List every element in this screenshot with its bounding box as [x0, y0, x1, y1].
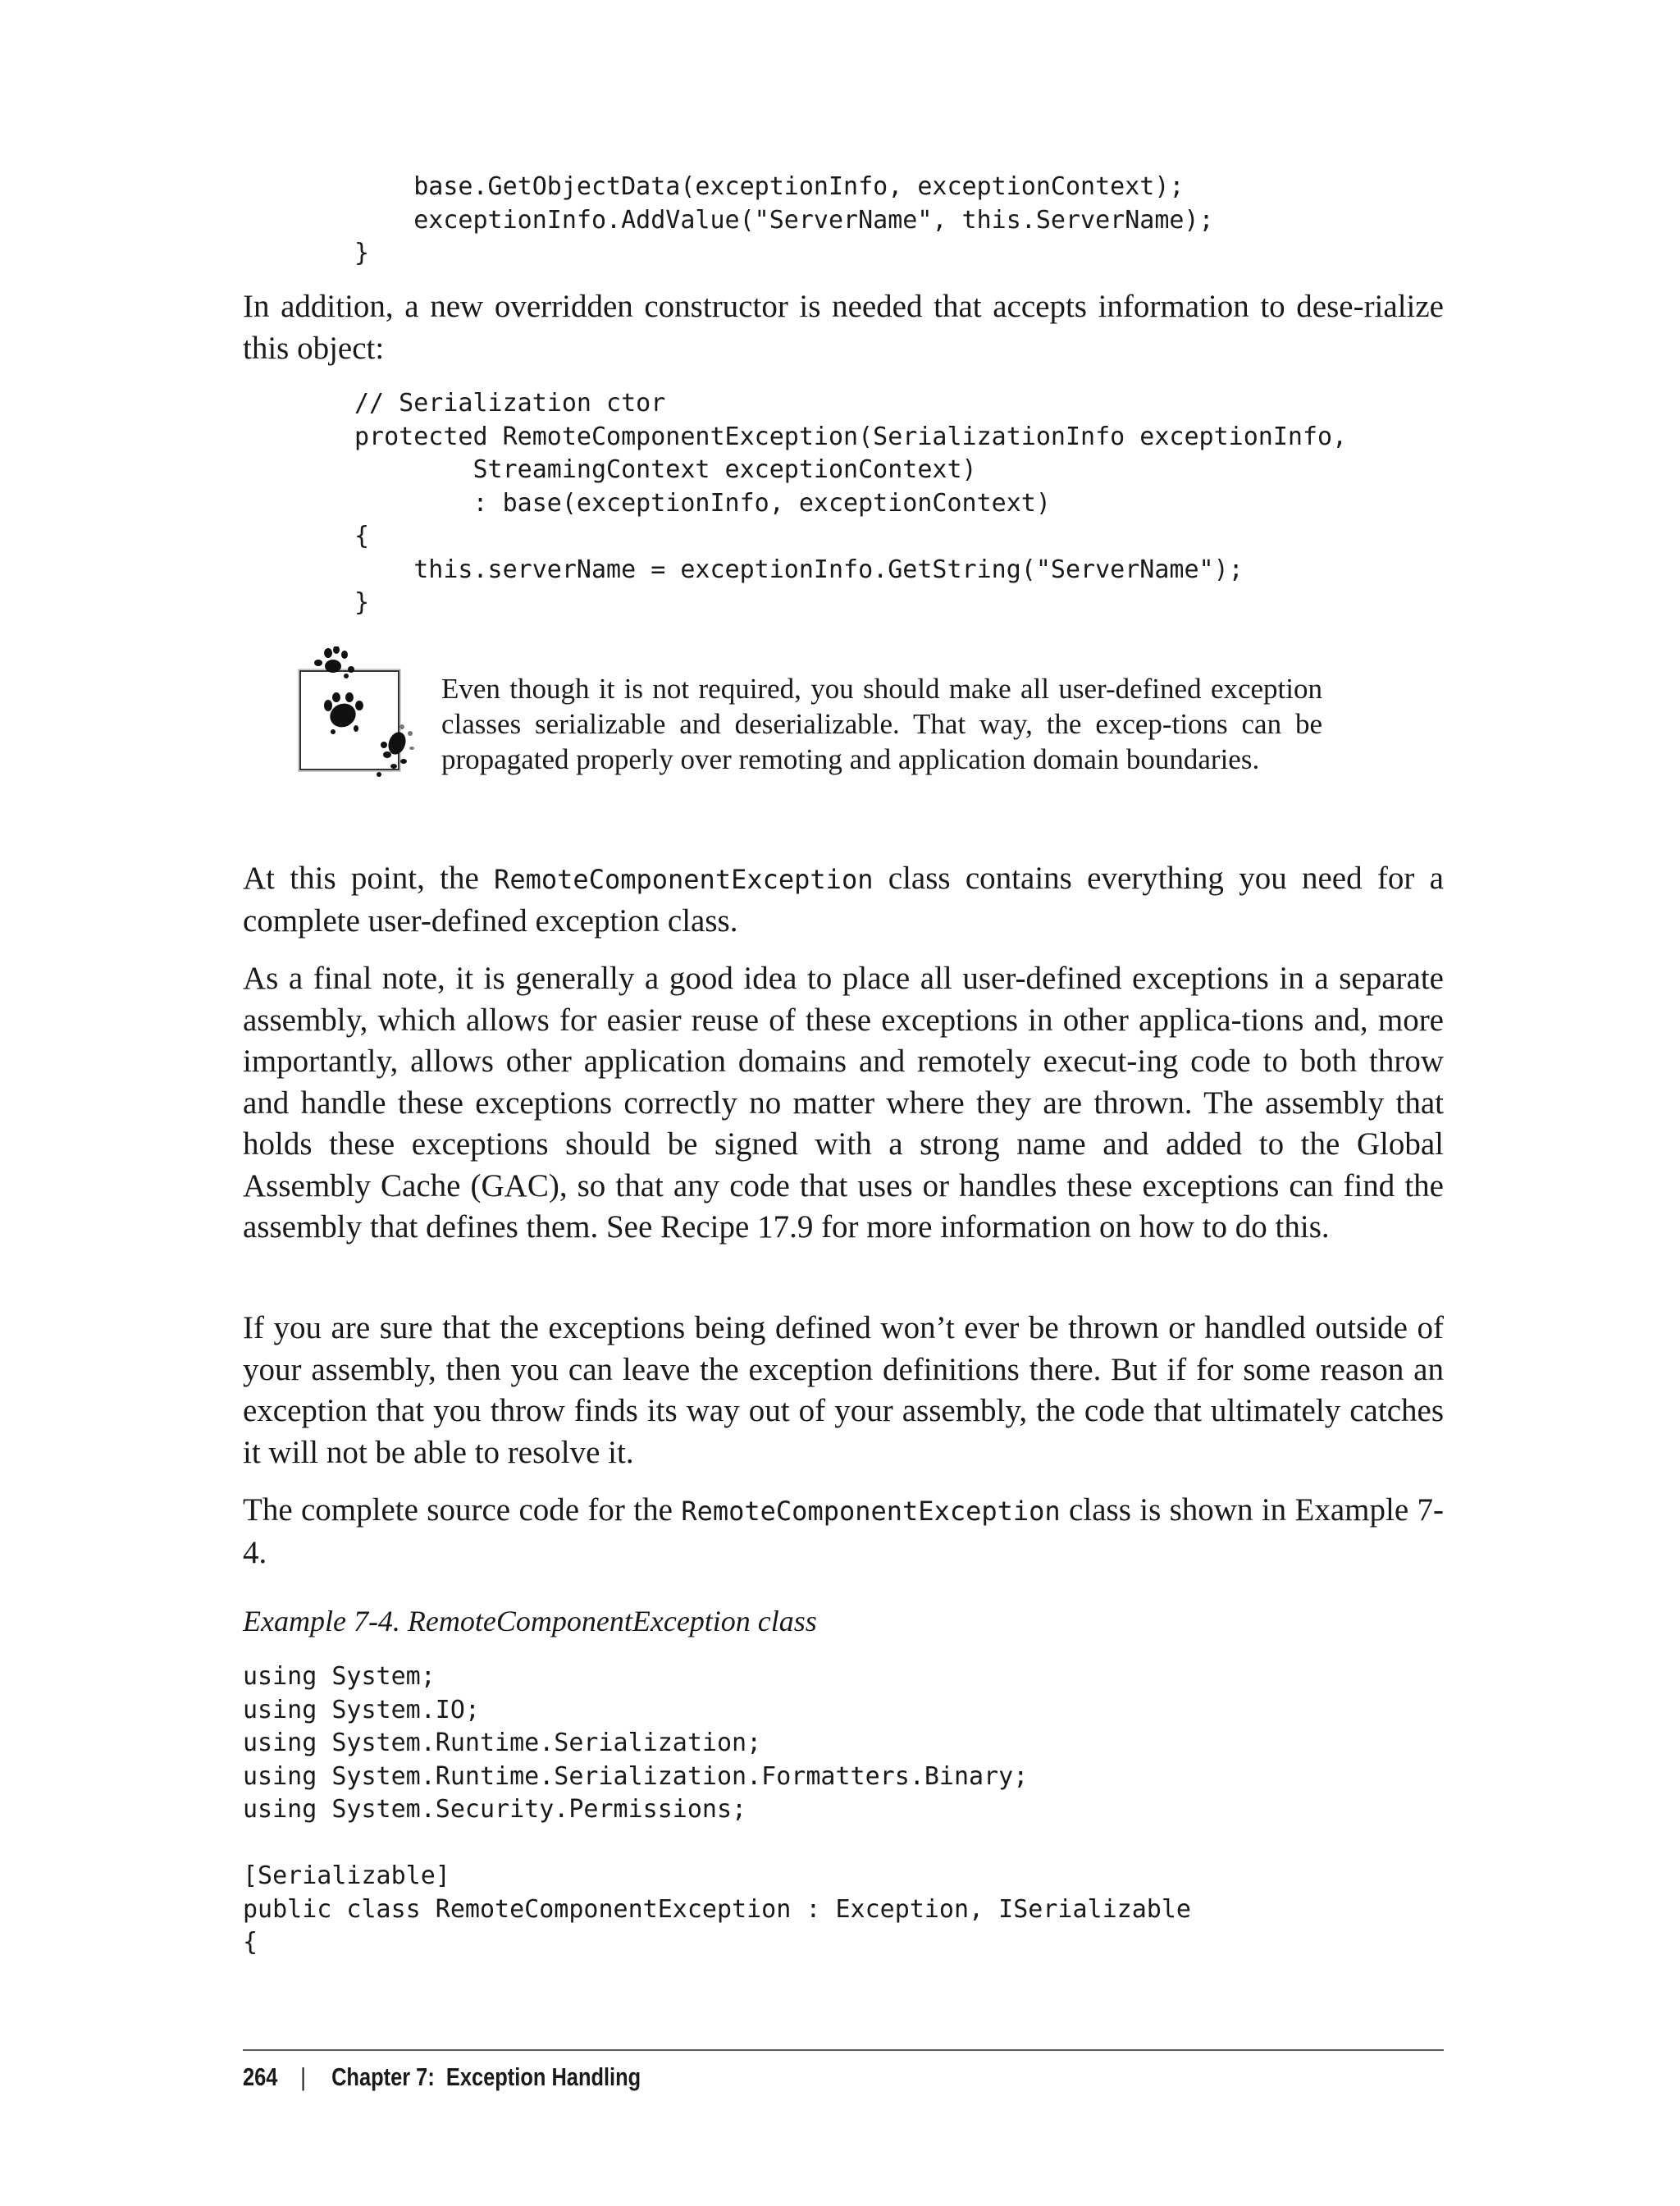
code-line: using System;	[243, 1662, 436, 1691]
paragraph-deserialize-constructor: In addition, a new overridden constructor is needed that accepts information to dese-rialize this object:	[243, 289, 1444, 366]
code-line: public class RemoteComponentException : Exception, ISerializable	[243, 1894, 1191, 1924]
code-line: // Serialization ctor	[354, 389, 666, 418]
code-line: base.GetObjectData(exceptionInfo, exceptionContext);	[354, 172, 1185, 201]
paragraph-separate-assembly: As a final note, it is generally a good idea to place all user-defined exceptions in a separate assembly, which allows for easier reuse of these exceptions in other applica-tions and, more importantly, allows other application domains and remotely execut-ing code to both throw and handle these exceptions correctly no matter where they are thrown. The assembly that holds these exceptions should be signed with a strong name and added to the Global Assembly Cache (GAC), so that any code that uses or handles these exceptions can find the assembly that defines them. See Recipe 17.9 for more information on how to do this.	[243, 961, 1444, 1245]
code-line: using System.Security.Permissions;	[243, 1795, 747, 1824]
code-line: }	[354, 239, 370, 267]
code-line: [Serializable]	[243, 1861, 450, 1890]
chapter-title: Chapter 7: Exception Handling	[331, 2062, 641, 2091]
paragraph-complete-source	[243, 1490, 1444, 1573]
page-footer	[243, 2061, 641, 2094]
code-line: {	[243, 1928, 258, 1957]
code-line: exceptionInfo.AddValue("ServerName", this.ServerName);	[354, 205, 1214, 235]
paragraph-assembly-scope: If you are sure that the exceptions being defined won’t ever be thrown or handled outside of your assembly, then you can leave the exception definitions there. But if for some reason an exception that you throw finds its way out of your assembly, the code that ultimately catches it will not be able to resolve it.	[243, 1310, 1444, 1470]
code-line: {	[354, 522, 370, 550]
paragraph-text: class is shown in Example 7-4.	[243, 1492, 1444, 1570]
code-line: using System.Runtime.Serialization;	[243, 1729, 762, 1757]
paw-prints-icon	[297, 646, 428, 786]
code-line: using System.IO;	[243, 1695, 480, 1724]
inline-code-class-name: RemoteComponentException	[494, 864, 874, 895]
paragraph-text: class contains everything you need for a complete user-defined exception class.	[243, 861, 1444, 939]
code-line: }	[354, 588, 370, 617]
code-line: this.serverName = exceptionInfo.GetString("ServerName");	[354, 555, 1244, 584]
code-line: StreamingContext exceptionContext)	[354, 455, 977, 484]
footer-separator: |	[300, 2062, 306, 2091]
paw-prints-drawing	[297, 646, 428, 786]
note-text: Even though it is not required, you should make all user-defined exception classes serializable and deserializable. That way, the excep-tions can be propagated properly over remoting and application domain boundaries.	[441, 673, 1322, 775]
code-block-example-7-4	[243, 1660, 1191, 1960]
paragraph-text: At this point, the	[243, 861, 495, 896]
code-block-serialization-ctor	[354, 387, 1347, 620]
code-block-get-object-data	[354, 171, 1214, 271]
code-line: protected RemoteComponentException(SerializationInfo exceptionInfo,	[354, 422, 1348, 451]
code-line: using System.Runtime.Serialization.Formatters.Binary;	[243, 1761, 1029, 1791]
footer-rule	[243, 2049, 1444, 2051]
paragraph-class-complete	[243, 858, 1444, 942]
code-line: : base(exceptionInfo, exceptionContext)	[354, 488, 1051, 518]
paragraph-text: The complete source code for the	[243, 1492, 682, 1528]
page-number: 264	[243, 2062, 278, 2091]
example-caption: Example 7-4. RemoteComponentException class	[243, 1605, 817, 1637]
inline-code-class-name: RemoteComponentException	[681, 1496, 1061, 1527]
